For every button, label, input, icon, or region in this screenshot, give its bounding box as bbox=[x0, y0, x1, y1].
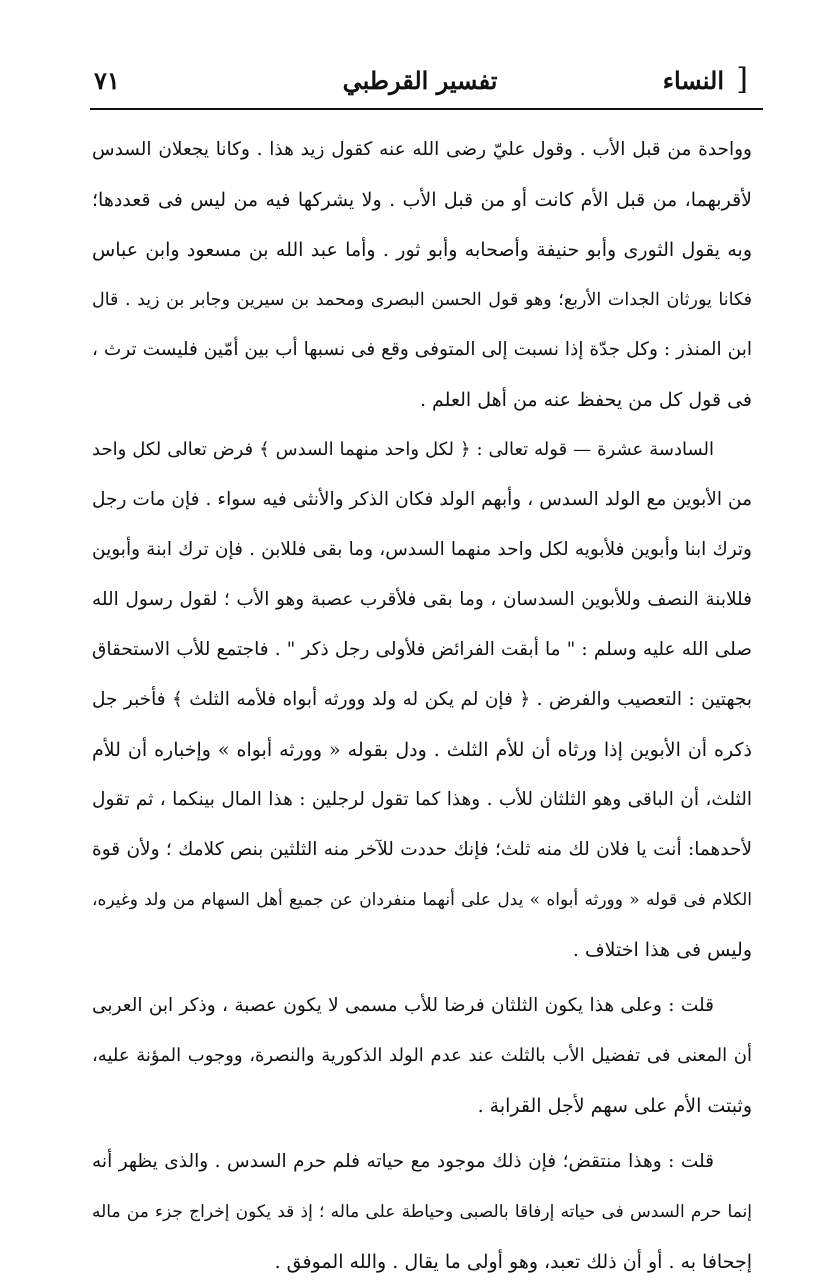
text-line: أن المعنى فى تفضيل الأب بالثلث عند عدم الولد الذكورية والنصرة، ووجوب المؤنة عليه، bbox=[92, 1045, 752, 1066]
page-body bbox=[92, 125, 752, 1287]
text-line: قلت : وهذا منتقض؛ فإن ذلك موجود مع حياته فلم حرم السدس . والذى يظهر أنه bbox=[92, 1151, 714, 1172]
text-line: وثبتت الأم على سهم لأجل القرابة . bbox=[477, 1095, 752, 1117]
text-line: إجحافا به . أو أن ذلك تعبد، وهو أولى ما يقال . والله الموفق . bbox=[274, 1251, 752, 1273]
text-line: صلى الله عليه وسلم : " ما أبقت الفرائض فلأولى رجل ذكر " . فاجتمع للأب الاستحقاق bbox=[92, 639, 752, 660]
text-line: فكانا يورثان الجدات الأربع؛ وهو قول الحسن البصرى ومحمد بن سيرين وجابر بن زيد . قال bbox=[92, 290, 752, 310]
header-rule bbox=[90, 108, 763, 110]
text-line: ذكره أن الأبوين إذا ورثاه أن للأم الثلث . ودل بقوله « وورثه أبواه » وإخباره أن للأم bbox=[92, 739, 752, 761]
text-line: لأقربهما، من قبل الأم كانت أو من قبل الأب . ولا يشركها فيه من ليس فى قعددها؛ bbox=[92, 189, 752, 211]
text-line: لأحدهما: أنت يا فلان لك منه ثلث؛ فإنك حددت للآخر منه الثلثين بنص كلامك ؛ ولأن قوة bbox=[92, 839, 752, 860]
paragraph bbox=[92, 125, 752, 425]
paragraph bbox=[92, 425, 752, 975]
text-line: وليس فى هذا اختلاف . bbox=[572, 939, 752, 961]
sura-name: النساء bbox=[662, 66, 724, 95]
text-line: الكلام فى قوله « وورثه أبواه » يدل على أنهما منفردان عن جميع أهل السهام من ولد وغيره، bbox=[92, 890, 752, 910]
header-bracket: ] bbox=[736, 62, 748, 97]
paragraph bbox=[92, 1137, 752, 1287]
text-line: بجهتين : التعصيب والفرض . ﴿ فإن لم يكن له ولد وورثه أبواه فلأمه الثلث ﴾ فأخبر جل bbox=[92, 689, 752, 710]
text-line: وبه يقول الثورى وأبو حنيفة وأصحابه وأبو ثور . وأما عبد الله بن مسعود وابن عباس bbox=[92, 239, 752, 261]
text-line: وترك ابنا وأبوين فلأبويه لكل واحد منهما السدس، وما بقى فللابن . فإن ترك ابنة وأبوين bbox=[92, 539, 752, 560]
text-line: ابن المنذر : وكل جدّة إذا نسبت إلى المتوفى وقع فى نسبها أب بين أمّين فليست ترث ، bbox=[92, 339, 752, 360]
page-number: ٧١ bbox=[94, 66, 120, 95]
text-line: فللابنة النصف وللأبوين السدسان ، وما بقى فلأقرب عصبة وهو الأب ؛ لقول رسول الله bbox=[92, 589, 752, 610]
book-title: تفسير القرطبي bbox=[342, 66, 498, 95]
text-line: الثلث، أن الباقى وهو الثلثان للأب . وهذا كما تقول لرجلين : هذا المال بينكما ، ثم تقول bbox=[92, 789, 752, 810]
text-line: من الأبوين مع الولد السدس ، وأبهم الولد فكان الذكر والأنثى فيه سواء . فإن مات رجل bbox=[92, 489, 752, 510]
paragraph bbox=[92, 981, 752, 1131]
text-line: إنما حرم السدس فى حياته إرفاقا بالصبى وحياطة على ماله ؛ إذ قد يكون إخراج جزء من ماله bbox=[92, 1202, 752, 1222]
text-line: قلت : وعلى هذا يكون الثلثان فرضا للأب مسمى لا يكون عصبة ، وذكر ابن العربى bbox=[92, 995, 714, 1016]
text-line: السادسة عشرة — قوله تعالى : ﴿ لكل واحد منهما السدس ﴾ فرض تعالى لكل واحد bbox=[92, 439, 714, 460]
text-line: فى قول كل من يحفظ عنه من أهل العلم . bbox=[419, 389, 752, 411]
text-line: وواحدة من قبل الأب . وقول عليّ رضى الله عنه كقول زيد هذا . وكانا يجعلان السدس bbox=[92, 139, 752, 160]
running-header bbox=[90, 58, 750, 106]
